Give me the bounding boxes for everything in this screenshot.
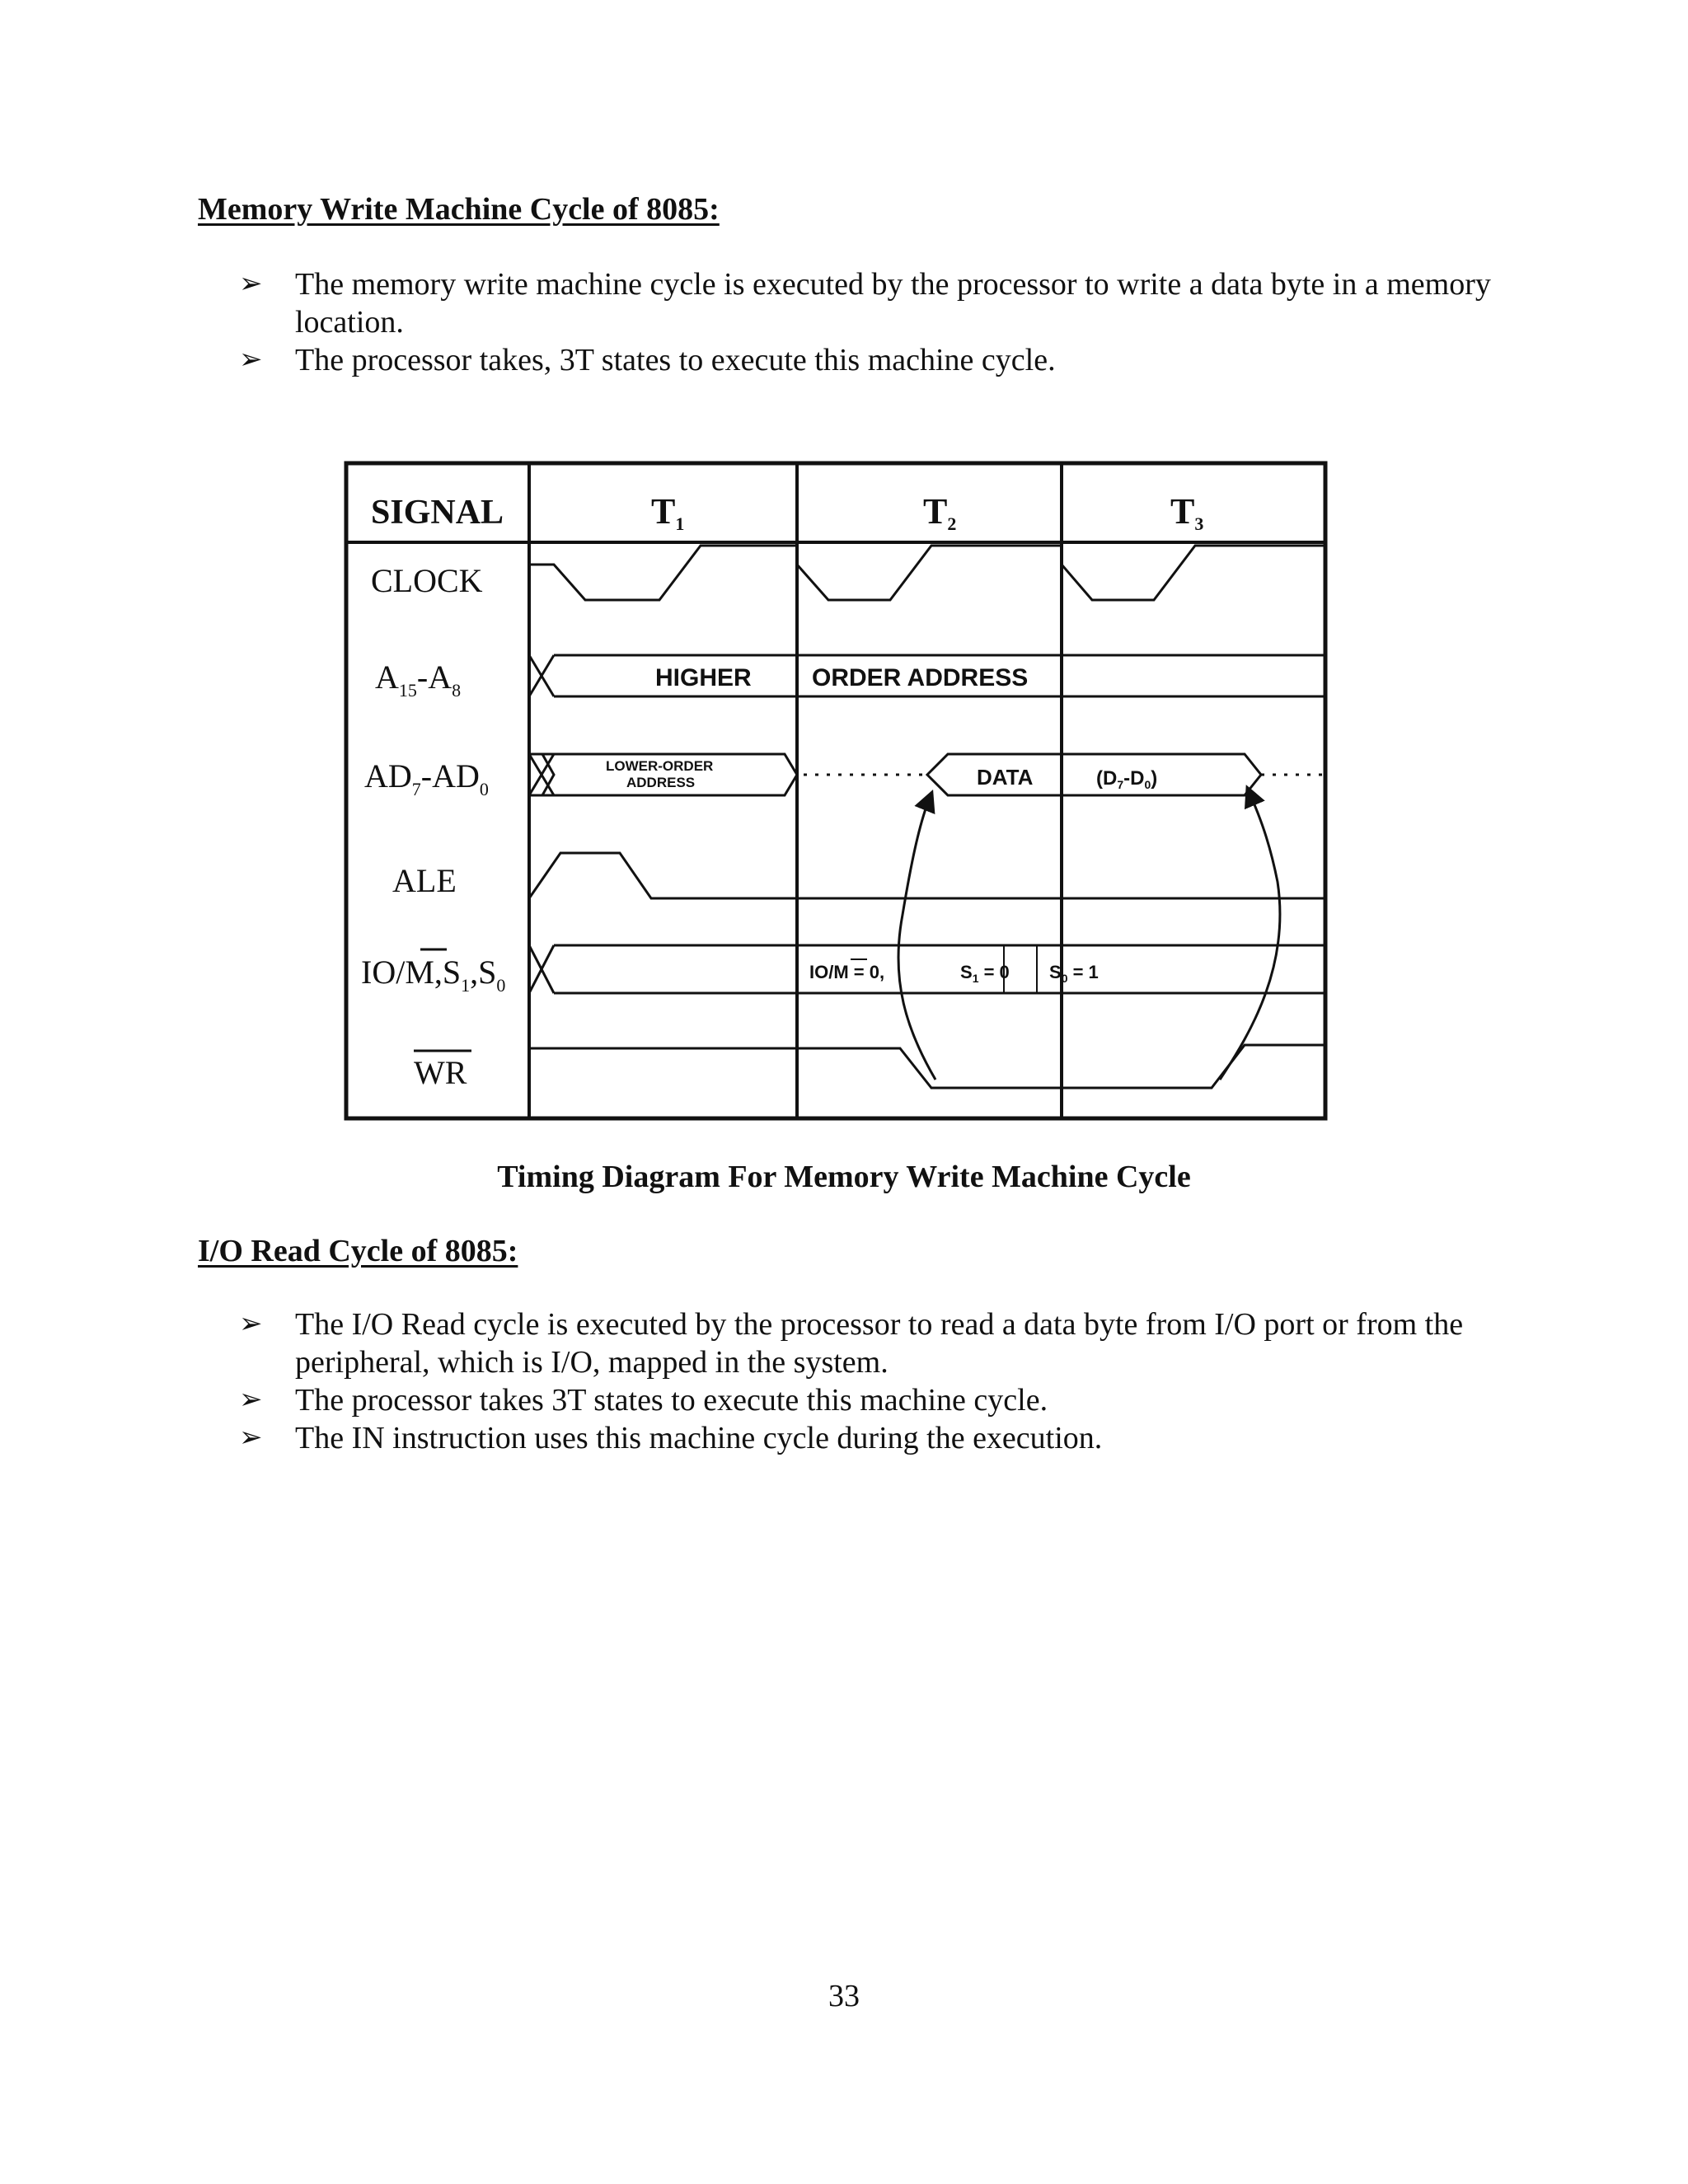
bullet-text: The processor takes 3T states to execute this machine cycle. — [295, 1383, 1048, 1418]
label-s0-value: $S_0 = 1$ — [1049, 962, 1099, 985]
label-data: DATA — [977, 765, 1034, 790]
header-t2: T2 — [923, 491, 957, 534]
arrowhead-bullet-icon: ➢ — [239, 1422, 263, 1453]
ale-waveform — [529, 853, 1325, 898]
label-order-address: ORDER ADDRESS — [812, 664, 1029, 691]
arrowhead-bullet-icon: ➢ — [239, 269, 263, 299]
bullet-text: The I/O Read cycle is executed by the processor to read a data byte from I/O port or from the peripheral, which is I/O, mapped in the system. — [295, 1307, 1464, 1380]
row-label-ale: ALE — [392, 862, 457, 899]
arrowhead-bullet-icon: ➢ — [239, 1385, 263, 1415]
bullet-text: The memory write machine cycle is executed by the processor to write a data byte in a memory location. — [295, 267, 1491, 340]
clock-waveform — [529, 546, 1325, 600]
bullet-item — [239, 341, 1492, 379]
row-label-ad7-ad0: $AD_7-AD_0$ — [364, 757, 489, 799]
header-signal: SIGNAL — [371, 494, 504, 532]
diagram-caption: Timing Diagram For Memory Write Machine Cycle — [497, 1160, 1191, 1194]
label-s1-value: $S_1 = 0$ — [960, 962, 1010, 985]
header-t3: T3 — [1170, 491, 1204, 534]
label-lower-order: LOWER-ORDER — [606, 758, 714, 774]
wr-to-data-arrow — [898, 798, 935, 1080]
arrowhead-bullet-icon: ➢ — [239, 1309, 263, 1339]
section-heading-memory-write: Memory Write Machine Cycle of 8085: — [198, 192, 720, 227]
arrowhead-bullet-icon: ➢ — [239, 344, 263, 375]
section-heading-io-read: I/O Read Cycle of 8085: — [198, 1234, 518, 1268]
row-label-io-m-s1-s0: $IO/M,S_1,S_0$ — [361, 954, 506, 996]
timing-diagram — [313, 453, 1335, 1129]
bullet-text: The processor takes, 3T states to execute this machine cycle. — [295, 343, 1056, 377]
bullet-item — [239, 1381, 1492, 1419]
row-label-clock: CLOCK — [371, 562, 483, 599]
wr-to-data-end-arrow — [1220, 793, 1280, 1080]
page-number: 33 — [828, 1979, 860, 2013]
diagram-frame — [346, 463, 1325, 1118]
io-read-bullet-list — [239, 1305, 1492, 1457]
bullet-item — [239, 1305, 1492, 1381]
row-label-a15-a8: $A_{15}-A_8$ — [375, 658, 462, 701]
label-io-m-value: IO/M = 0, — [809, 962, 885, 982]
row-label-wr: WR — [414, 1054, 467, 1091]
bullet-item — [239, 265, 1492, 341]
label-address: ADDRESS — [626, 775, 696, 790]
bullet-item — [239, 1419, 1492, 1457]
label-higher: HIGHER — [655, 664, 752, 691]
memory-write-bullet-list — [239, 265, 1492, 379]
bullet-text: The IN instruction uses this machine cycle during the execution. — [295, 1421, 1103, 1455]
label-d7-d0: $(D_7-D_0)$ — [1096, 767, 1158, 791]
header-t1: T1 — [651, 491, 685, 534]
